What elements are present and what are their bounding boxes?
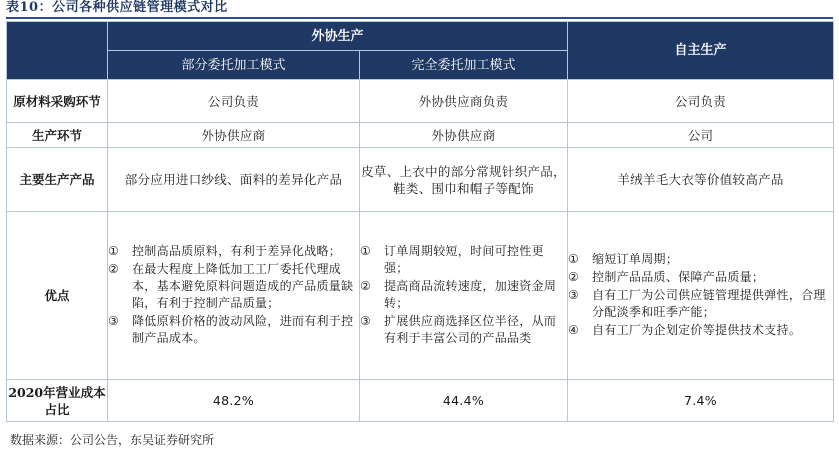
cell-production-full: 外协供应商 [360, 123, 568, 148]
data-source-note: 数据来源：公司公告，东吴证券研究所 [10, 433, 215, 447]
row-label-advantages: 优点 [7, 212, 108, 380]
header-corner [7, 22, 108, 80]
cell-advantages-partial [108, 212, 360, 380]
cell-products-full: 皮草、上衣中的部分常规针织产品，鞋类、围巾和帽子等配饰 [360, 148, 568, 212]
cell-cost-partial: 48.2% [108, 380, 360, 422]
supply-chain-table [6, 21, 834, 422]
row-label-cost-share: 2020年营业成本占比 [7, 380, 108, 422]
cell-cost-full: 44.4% [360, 380, 568, 422]
row-label-procurement: 原材料采购环节 [7, 80, 108, 123]
list-item: ② 在最大程度上降低加工工厂委托代理成本，基本避免原料问题造成的产品质量缺陷，有利于控制产品质量； [108, 262, 354, 310]
row-products [7, 148, 834, 212]
list-item: ① 控制高品质原料，有利于差异化战略； [108, 244, 342, 258]
list-item: ② 控制产品品质、保障产品质量； [568, 270, 765, 284]
header-full-mode: 完全委托加工模式 [360, 51, 568, 80]
list-item: ④ 自有工厂为企划定价等提供技术支持。 [568, 323, 802, 337]
list-item: ② 提高商品流转速度，加速资金周转； [360, 279, 557, 310]
header-partial-mode: 部分委托加工模式 [108, 51, 360, 80]
list-item: ① 缩短订单周期； [568, 252, 679, 266]
cell-products-self: 羊绒羊毛大衣等价值较高产品 [568, 148, 834, 212]
row-label-production: 生产环节 [7, 123, 108, 148]
cell-advantages-self [568, 212, 834, 380]
row-advantages [7, 212, 834, 380]
row-procurement [7, 80, 834, 123]
cell-advantages-full [360, 212, 568, 380]
list-item: ③ 降低原料价格的波动风险，进而有利于控制产品成本。 [108, 314, 354, 345]
list-item: ① 订单周期较短，时间可控性更强； [360, 244, 544, 275]
cell-procurement-full: 外协供应商负责 [360, 80, 568, 123]
table-caption: 表10：公司各种供应链管理模式对比 [6, 0, 228, 15]
header-outsourced: 外协生产 [108, 22, 568, 51]
header-self-production: 自主生产 [568, 22, 834, 80]
cell-procurement-self: 公司负责 [568, 80, 834, 123]
caption-rule [6, 17, 833, 19]
cell-products-partial: 部分应用进口纱线、面料的差异化产品 [108, 148, 360, 212]
header-row-1 [7, 22, 834, 51]
cell-production-self: 公司 [568, 123, 834, 148]
list-item: ③ 扩展供应商选择区位半径，从而有利于丰富公司的产品品类 [360, 314, 557, 345]
cell-production-partial: 外协供应商 [108, 123, 360, 148]
list-item: ③ 自有工厂为公司供应链管理提供弹性，合理分配淡季和旺季产能； [568, 288, 826, 319]
row-cost-share [7, 380, 834, 422]
cell-cost-self: 7.4% [568, 380, 834, 422]
row-label-products: 主要生产产品 [7, 148, 108, 212]
cell-procurement-partial: 公司负责 [108, 80, 360, 123]
row-production [7, 123, 834, 148]
